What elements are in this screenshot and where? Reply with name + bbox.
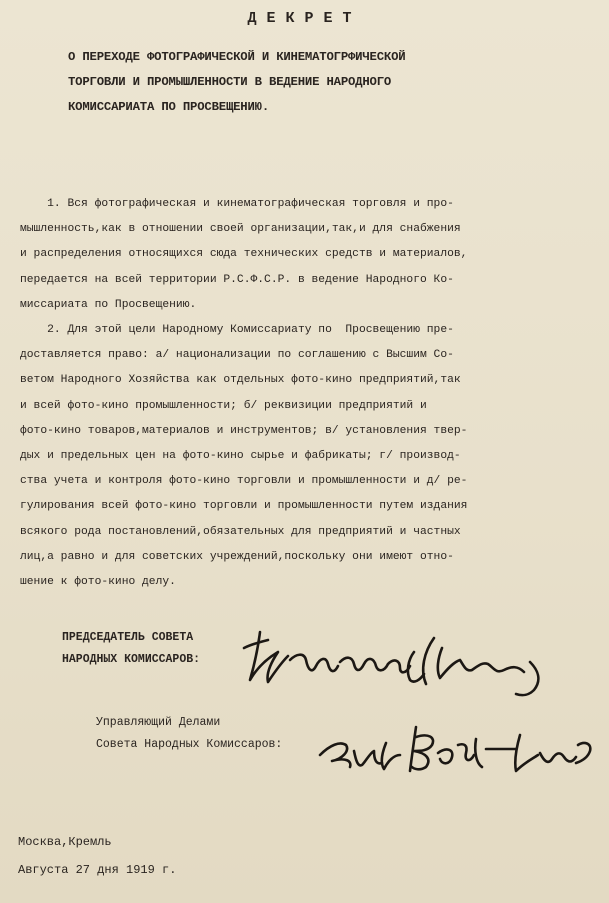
- place-text: Москва,Кремль: [18, 835, 112, 849]
- document-subtitle: [68, 45, 588, 120]
- lenin-signature: [238, 618, 568, 698]
- date-text: Августа 27 дня 1919 г.: [18, 863, 177, 877]
- body-line: мышленность,как в отношении своей организации,так,и для снабжения: [20, 223, 461, 236]
- chairman-title-line1: ПРЕДСЕДАТЕЛЬ СОВЕТА: [62, 631, 194, 644]
- body-line: всякого рода постановлений,обязательных для предприятий и частных: [20, 525, 461, 538]
- manager-title: [96, 712, 282, 756]
- body-line: доставляется право: а/ национализации по соглашению с Высшим Со-: [20, 349, 454, 362]
- body-line: ства учета и контроля фото-кино торговли и промышленности и д/ ре-: [20, 475, 468, 488]
- decree-body: [20, 192, 598, 595]
- body-line: 1. Вся фотографическая и кинематографическая торговля и про-: [20, 198, 454, 210]
- chairman-title-line2: НАРОДНЫХ КОМИССАРОВ:: [62, 653, 201, 666]
- body-line: 2. Для этой цели Народному Комиссариату по Просвещению пре-: [20, 324, 454, 337]
- document-title: ДЕКРЕТ: [247, 10, 362, 27]
- body-line: фото-кино товаров,материалов и инструментов; в/ установления твер-: [20, 424, 468, 437]
- place-and-date: [18, 828, 176, 884]
- body-line: дых и предельных цен на фото-кино сырье и фабрикаты; г/ производ-: [20, 450, 461, 463]
- manager-title-line1: Управляющий Делами: [96, 716, 221, 729]
- manager-title-line2: Совета Народных Комиссаров:: [96, 738, 283, 751]
- subtitle-line: О ПЕРЕХОДЕ ФОТОГРАФИЧЕСКОЙ И КИНЕМАТОГРФИЧЕСКОЙ: [68, 50, 406, 64]
- body-line: и распределения относящихся сюда технических средств и материалов,: [20, 248, 468, 261]
- body-line: и всей фото-кино промышленности; б/ реквизиции предприятий и: [20, 399, 427, 412]
- body-line: передается на всей территории Р.С.Ф.С.Р. в ведение Народного Ко-: [20, 273, 454, 286]
- body-line: гулирования всей фото-кино торговли и промышленности путем издания: [20, 500, 468, 513]
- subtitle-line: ТОРГОВЛИ И ПРОМЫШЛЕННОСТИ В ВЕДЕНИЕ НАРОДНОГО: [68, 75, 392, 89]
- chairman-title: [62, 627, 200, 671]
- body-line: шение к фото-кино делу.: [20, 576, 176, 589]
- body-line: лиц,а равно и для советских учреждений,поскольку они имеют отно-: [20, 550, 454, 563]
- bonch-bruevich-signature: [316, 715, 601, 785]
- body-line: ветом Народного Хозяйства как отдельных фото-кино предприятий,так: [20, 374, 461, 387]
- body-line: миссариата по Просвещению.: [20, 298, 197, 311]
- subtitle-line: КОМИССАРИАТА ПО ПРОСВЕЩЕНИЮ.: [68, 100, 270, 114]
